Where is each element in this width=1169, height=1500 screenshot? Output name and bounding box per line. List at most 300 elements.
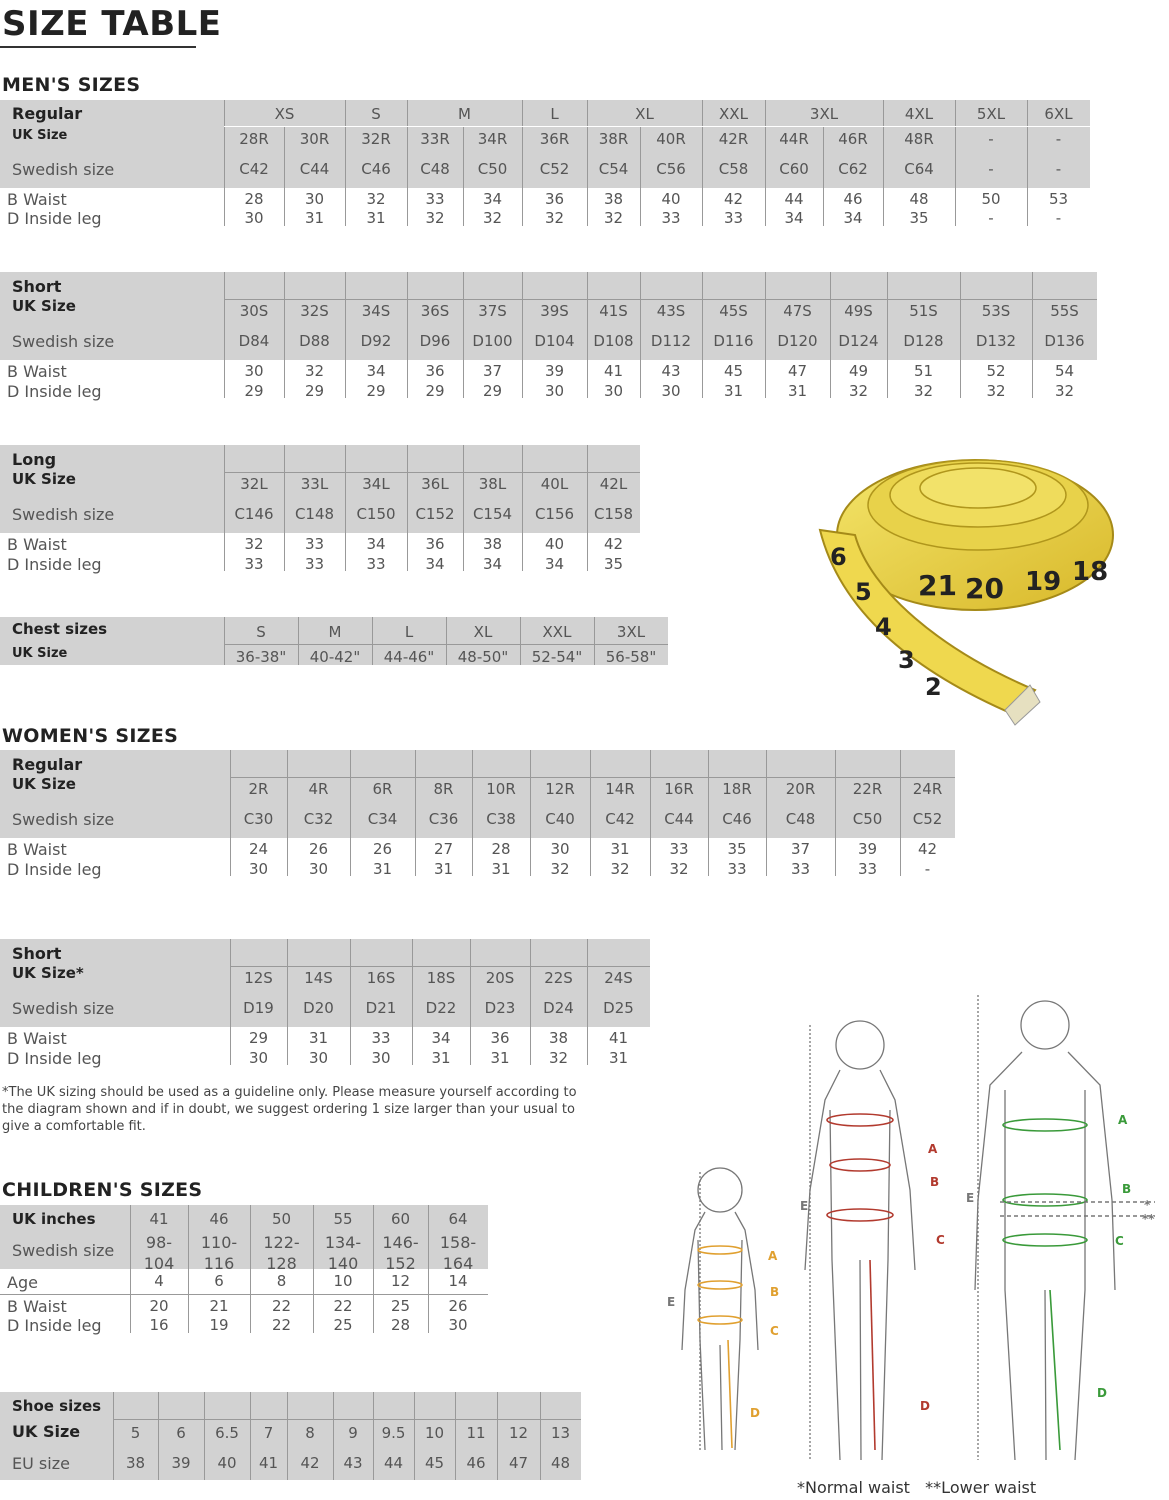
shoes-uk-cell: 10 (424, 1424, 445, 1442)
womens-regular-leg-cell: 33 (790, 860, 811, 878)
womens-regular-uk-cell: 18R (722, 780, 752, 798)
mens-long-leg-cell: 33 (366, 555, 386, 573)
page-title: SIZE TABLE (2, 4, 222, 44)
measuring-tape-illustration (800, 440, 1120, 740)
children-waist-cell: 25 (390, 1297, 411, 1315)
shoes-uk-label: UK Size (12, 1422, 81, 1441)
mens-regular-swe-cell: C64 (904, 160, 934, 178)
mens-regular-waist-cell: 42 (723, 190, 744, 208)
mens-long-leg-cell: 34 (425, 555, 445, 573)
mens-short-uk-cell: 39S (540, 302, 569, 320)
womens-regular-leg-label: D Inside leg (7, 860, 102, 879)
mens-long-leg-cell: 33 (304, 555, 325, 573)
womens-regular-leg-cell: 32 (610, 860, 630, 878)
shoes-uk-cell: 13 (550, 1424, 571, 1442)
tape-number: 3 (898, 646, 915, 674)
children-waist-cell: 20 (149, 1297, 169, 1315)
mens-regular-uk-cell: 46R (838, 130, 868, 148)
mens-short-leg-cell: 29 (425, 382, 445, 400)
womens-regular-waist-cell: 28 (491, 840, 511, 858)
children-uk-label: UK inches (12, 1210, 96, 1228)
womens-regular-uk-cell: 8R (433, 780, 454, 798)
mens-regular-swe-cell: C48 (420, 160, 450, 178)
mens-regular-uk-cell: - (1055, 130, 1062, 148)
womens-short-swe-cell: D22 (425, 999, 457, 1017)
womens-regular-leg-cell: 32 (550, 860, 570, 878)
mens-short-swe-cell: D84 (238, 332, 270, 350)
womens-regular-uk-cell: 20R (785, 780, 816, 798)
womens-regular-uk-cell: 14R (605, 780, 635, 798)
mens-short-leg-cell: 30 (544, 382, 565, 400)
mens-short-uk-cell: 32S (300, 302, 329, 320)
shoes-eu-cell: 45 (424, 1454, 445, 1472)
chest-value-cell: 48-50" (457, 648, 509, 666)
chest-size-cell: L (404, 623, 414, 641)
chest-size-cell: XL (473, 623, 493, 641)
label-d: D (920, 1399, 930, 1413)
shoes-uk-cell: 9.5 (381, 1424, 406, 1442)
mens-short-leg-cell: 31 (723, 382, 744, 400)
mens-regular-swe-cell: C42 (239, 160, 269, 178)
shoes-eu-cell: 38 (125, 1454, 146, 1472)
tape-number: 21 (918, 569, 957, 602)
shoes-eu-cell: 47 (508, 1454, 529, 1472)
mens-short-uk-cell: 45S (719, 302, 748, 320)
shoes-eu-cell: 39 (171, 1454, 191, 1472)
children-uk-cell: 55 (333, 1210, 353, 1228)
womens-short-swe-cell: D19 (243, 999, 274, 1017)
mens-long-leg-cell: 34 (482, 555, 503, 573)
womens-short-swe-cell: D24 (543, 999, 574, 1017)
mens-regular-swe-cell: C56 (656, 160, 686, 178)
label-b: B (770, 1285, 780, 1299)
mens-long-waist-cell: 36 (425, 535, 445, 553)
womens-short-leg-cell: 30 (371, 1049, 391, 1067)
mens-short-uk-cell: 36S (420, 302, 450, 320)
womens-short-leg-cell: 32 (548, 1049, 569, 1067)
children-leg-cell: 28 (390, 1316, 411, 1334)
mens-short-leg-cell: 29 (244, 382, 264, 400)
mens-regular-waist-cell: 28 (244, 190, 264, 208)
mens-regular-size-group: XL (635, 105, 654, 123)
mens-long-swe-cell: C152 (415, 505, 455, 523)
womens-short-uk-cell: 12S (244, 969, 273, 987)
womens-regular-leg-cell: 32 (669, 860, 689, 878)
tape-number: 20 (965, 572, 1004, 605)
mens-long-waist-cell: 38 (482, 535, 503, 553)
mens-short-leg-cell: 31 (787, 382, 808, 400)
mens-regular-waist-cell: 40 (661, 190, 681, 208)
mens-regular-swe-cell: C46 (361, 160, 391, 178)
womens-regular-header-rule (230, 777, 955, 778)
mens-regular-swe-cell: C62 (838, 160, 868, 178)
children-swe-cell: 122- 128 (263, 1233, 300, 1273)
womens-regular-swe-cell: C30 (243, 810, 274, 828)
mens-regular-size-group: XS (274, 105, 295, 123)
mens-short-swe-cell: D108 (593, 332, 634, 350)
woman-chest-measure (827, 1114, 893, 1126)
children-age-cell: 8 (276, 1272, 287, 1290)
mens-long-label: Long (12, 450, 57, 469)
children-age-label: Age (7, 1273, 38, 1292)
children-leg-cell: 25 (333, 1316, 353, 1334)
womens-regular-uk-cell: 10R (486, 780, 516, 798)
children-leg-cell: 16 (149, 1316, 169, 1334)
mens-short-leg-cell: 29 (366, 382, 386, 400)
mens-regular-uk-cell: - (988, 130, 994, 148)
chest-value-cell: 36-38" (235, 648, 287, 666)
mens-regular-leg-cell: 32 (425, 209, 445, 227)
uk-sizing-note: *The UK sizing should be used as a guideline only. Please measure yourself according to the diagram shown and if in doubt, we suggest ordering 1 size larger than your usual to give a comfortable fit. (2, 1085, 577, 1134)
tape-number: 18 (1072, 557, 1109, 587)
mens-short-swe-cell: D112 (650, 332, 692, 350)
mens-regular-uk-cell: 38R (598, 130, 629, 148)
children-waist-label: B Waist (7, 1297, 67, 1316)
mens-regular-swe-cell: C54 (598, 160, 629, 178)
womens-regular-waist-cell: 35 (727, 840, 747, 858)
mens-regular-size-group: S (371, 105, 381, 123)
mens-long-uk-cell: 42L (599, 475, 628, 493)
mens-short-waist-cell: 45 (723, 362, 744, 380)
mens-long-waist-cell: 42 (603, 535, 624, 553)
children-leg-cell: 19 (209, 1316, 229, 1334)
child-figure (682, 1168, 758, 1450)
mens-short-leg-cell: 30 (661, 382, 681, 400)
man-waist-measure (1003, 1194, 1087, 1206)
womens-short-swe-cell: D23 (484, 999, 516, 1017)
mens-short-swe-cell: D100 (472, 332, 513, 350)
mens-short-waist-cell: 41 (603, 362, 624, 380)
man-inseam-measure (1050, 1290, 1060, 1450)
mens-regular-swe-cell: - (988, 160, 994, 178)
mens-regular-waist-cell: 53 (1048, 190, 1069, 208)
child-inseam-measure (728, 1340, 732, 1448)
man-chest-measure (1003, 1119, 1087, 1131)
mens-short-swe-cell: D132 (975, 332, 1017, 350)
tape-number: 19 (1025, 567, 1062, 597)
shoes-eu-cell: 40 (217, 1454, 237, 1472)
womens-regular-leg-cell: 33 (857, 860, 878, 878)
womens-regular-waist-cell: 26 (308, 840, 329, 858)
womens-regular-leg-cell: 30 (308, 860, 329, 878)
womens-regular-waist-cell: 31 (610, 840, 630, 858)
mens-short-uk-cell: 41S (599, 302, 628, 320)
womens-short-swe-cell: D21 (365, 999, 397, 1017)
mens-regular-size-group: M (458, 105, 471, 123)
shoes-uk-cell: 6.5 (215, 1424, 239, 1442)
womens-short-waist-cell: 31 (308, 1029, 329, 1047)
chest-value-cell: 40-42" (309, 648, 361, 666)
child-chest-measure (698, 1246, 742, 1254)
mens-short-waist-cell: 30 (244, 362, 264, 380)
mens-regular-leg-cell: 34 (843, 209, 863, 227)
mens-short-header-rule (224, 299, 1097, 300)
label-c: C (936, 1233, 945, 1247)
womens-regular-uk-cell: 22R (852, 780, 883, 798)
womens-short-waist-cell: 29 (248, 1029, 269, 1047)
label-c: C (770, 1324, 779, 1338)
shoes-eu-cell: 41 (258, 1454, 279, 1472)
woman-hip-measure (827, 1209, 893, 1221)
chest-value-cell: 44-46" (383, 648, 435, 666)
children-age-rule (0, 1294, 488, 1295)
children-swe-label: Swedish size (12, 1241, 115, 1260)
mens-regular-size-group: 5XL (976, 105, 1006, 123)
children-uk-cell: 46 (209, 1210, 229, 1228)
mens-short-swe-cell: D124 (838, 332, 879, 350)
womens-short-leg-cell: 31 (608, 1049, 629, 1067)
children-age-cell: 12 (390, 1272, 411, 1290)
mens-regular-leg-cell: 31 (304, 209, 325, 227)
chest-size-cell: XXL (542, 623, 572, 641)
shoes-uk-cell: 11 (466, 1424, 486, 1442)
star-label: * (1144, 1198, 1151, 1212)
womens-short-leg-label: D Inside leg (7, 1049, 102, 1068)
mens-regular-leg-cell: 33 (661, 209, 681, 227)
mens-long-leg-cell: 33 (244, 555, 264, 573)
waist-legend: *Normal waist **Lower waist (797, 1478, 1037, 1497)
womens-regular-uk-cell: 16R (664, 780, 694, 798)
womens-regular-waist-label: B Waist (7, 840, 67, 859)
womens-short-waist-cell: 33 (371, 1029, 391, 1047)
mens-regular-swe-cell: C52 (539, 160, 570, 178)
mens-regular-size-group: 3XL (809, 105, 839, 123)
chest-value-cell: 56-58" (605, 648, 657, 666)
label-e: E (800, 1199, 809, 1213)
womens-short-swe-cell: D20 (303, 999, 334, 1017)
mens-long-swe-cell: C148 (294, 505, 335, 523)
womens-short-uk-cell: 14S (304, 969, 333, 987)
tape-number: 2 (925, 673, 942, 701)
children-leg-cell: 30 (448, 1316, 468, 1334)
womens-regular-leg-cell: 31 (491, 860, 511, 878)
mens-regular-leg-cell: 32 (603, 209, 624, 227)
womens-regular-swe-cell: C46 (722, 810, 752, 828)
mens-regular-uk-cell: 32R (361, 130, 391, 148)
mens-short-waist-cell: 34 (366, 362, 386, 380)
mens-short-waist-label: B Waist (7, 362, 67, 381)
mens-short-waist-cell: 43 (661, 362, 681, 380)
womens-regular-swe-cell: C50 (852, 810, 883, 828)
mens-regular-leg-cell: 33 (723, 209, 744, 227)
mens-regular-swe-cell: C60 (779, 160, 809, 178)
man-hip-measure (1003, 1234, 1087, 1246)
mens-long-uk-cell: 38L (478, 475, 507, 493)
mens-short-uk-cell: 47S (783, 302, 812, 320)
shoes-eu-label: EU size (12, 1454, 70, 1473)
mens-regular-label: Regular (12, 104, 83, 123)
mens-regular-leg-cell: 32 (482, 209, 503, 227)
womens-regular-waist-cell: 42 (917, 840, 938, 858)
children-waist-cell: 21 (209, 1297, 229, 1315)
mens-regular-waist-cell: 30 (304, 190, 325, 208)
womens-regular-leg-cell: 30 (248, 860, 269, 878)
mens-regular-uk-cell: 44R (779, 130, 809, 148)
shoes-eu-cell: 46 (466, 1454, 486, 1472)
woman-inseam-measure (870, 1260, 875, 1450)
womens-short-uk-cell: 16S (366, 969, 396, 987)
mens-short-waist-cell: 52 (986, 362, 1006, 380)
mens-short-uk-cell: 49S (844, 302, 873, 320)
mens-regular-size-group: 6XL (1044, 105, 1073, 123)
children-uk-cell: 41 (149, 1210, 169, 1228)
chest-uk-label: UK Size (12, 646, 68, 661)
womens-regular-leg-cell: 31 (433, 860, 454, 878)
mens-short-waist-cell: 49 (848, 362, 869, 380)
label-e: E (667, 1295, 676, 1309)
children-swe-cell: 158- 164 (439, 1233, 477, 1273)
mens-short-waist-cell: 54 (1054, 362, 1075, 380)
tape-number: 6 (830, 543, 847, 571)
womens-short-waist-cell: 36 (490, 1029, 510, 1047)
mens-regular-leg-cell: 30 (244, 209, 264, 227)
mens-regular-size-group: XXL (719, 105, 748, 123)
mens-short-waist-cell: 39 (544, 362, 565, 380)
mens-long-uk-cell: 36L (421, 475, 449, 493)
womens-section-title: WOMEN'S SIZES (2, 725, 179, 747)
mens-regular-swe-cell: C50 (477, 160, 508, 178)
shoes-header-rule (113, 1419, 581, 1420)
womens-regular-swe-label: Swedish size (12, 810, 115, 829)
mens-short-uk-cell: 37S (478, 302, 507, 320)
mens-regular-leg-cell: 34 (784, 209, 804, 227)
mens-long-waist-cell: 33 (304, 535, 325, 553)
womens-regular-waist-cell: 24 (248, 840, 269, 858)
mens-short-swe-cell: D96 (419, 332, 451, 350)
womens-regular-swe-cell: C32 (303, 810, 334, 828)
mens-long-uk-cell: 40L (540, 475, 569, 493)
mens-short-waist-cell: 37 (482, 362, 503, 380)
womens-short-leg-cell: 30 (248, 1049, 269, 1067)
man-figure (975, 995, 1115, 1460)
label-b: B (930, 1175, 940, 1189)
mens-short-uk-cell: 51S (909, 302, 938, 320)
mens-regular-swe-cell: C44 (299, 160, 330, 178)
children-uk-cell: 64 (448, 1210, 468, 1228)
mens-regular-swe-label: Swedish size (12, 160, 115, 179)
mens-short-swe-label: Swedish size (12, 332, 115, 351)
womens-regular-swe-cell: C40 (545, 810, 575, 828)
chest-size-cell: 3XL (616, 623, 646, 641)
children-uk-cell: 50 (271, 1210, 292, 1228)
womens-regular-swe-cell: C52 (912, 810, 943, 828)
mens-short-swe-cell: D92 (360, 332, 392, 350)
title-underline (0, 46, 196, 48)
mens-regular-size-group: 4XL (904, 105, 934, 123)
mens-short-leg-cell: 29 (304, 382, 325, 400)
mens-regular-waist-cell: 36 (544, 190, 565, 208)
woman-figure (805, 1021, 915, 1460)
mens-short-uk-cell: 55S (1050, 302, 1079, 320)
womens-short-swe-label: Swedish size (12, 999, 115, 1018)
shoes-uk-cell: 6 (176, 1424, 186, 1442)
mens-regular-uk-cell: 48R (904, 130, 934, 148)
womens-short-header-rule (230, 966, 650, 967)
mens-regular-uk-cell: 42R (718, 130, 749, 148)
label-d: D (750, 1406, 760, 1420)
mens-section-title: MEN'S SIZES (2, 74, 141, 96)
womens-regular-waist-cell: 26 (372, 840, 393, 858)
shoes-uk-cell: 9 (348, 1424, 358, 1442)
womens-regular-leg-cell: 33 (727, 860, 747, 878)
mens-short-waist-cell: 36 (425, 362, 445, 380)
shoes-eu-cell: 42 (300, 1454, 320, 1472)
label-c: C (1115, 1234, 1124, 1248)
womens-short-leg-cell: 31 (490, 1049, 510, 1067)
children-waist-cell: 22 (271, 1297, 292, 1315)
label-b: B (1122, 1182, 1132, 1196)
womens-short-waist-cell: 41 (608, 1029, 629, 1047)
mens-long-swe-cell: C146 (234, 505, 274, 523)
tape-number: 4 (875, 613, 892, 641)
womens-regular-swe-cell: C48 (785, 810, 816, 828)
label-a: A (1118, 1113, 1128, 1127)
mens-long-uk-cell: 32L (240, 475, 268, 493)
womens-regular-swe-cell: C38 (486, 810, 516, 828)
shoes-uk-cell: 8 (305, 1424, 315, 1442)
mens-short-uk-label: UK Size (12, 297, 76, 315)
mens-short-uk-cell: 43S (656, 302, 686, 320)
womens-regular-uk-cell: 12R (545, 780, 575, 798)
children-age-cell: 10 (333, 1272, 353, 1290)
mens-regular-uk-cell: 36R (539, 130, 570, 148)
mens-regular-uk-cell: 30R (299, 130, 330, 148)
mens-regular-waist-cell: 32 (366, 190, 386, 208)
womens-short-uk-cell: 22S (544, 969, 573, 987)
label-d: D (1097, 1386, 1107, 1400)
mens-long-swe-cell: C156 (534, 505, 575, 523)
mens-long-uk-cell: 33L (300, 475, 329, 493)
mens-regular-uk-cell: 33R (420, 130, 450, 148)
mens-short-leg-cell: 30 (603, 382, 624, 400)
children-waist-cell: 22 (333, 1297, 353, 1315)
mens-regular-uk-cell: 28R (239, 130, 269, 148)
mens-regular-size-group: L (550, 105, 559, 123)
mens-short-leg-cell: 32 (1054, 382, 1075, 400)
mens-short-uk-cell: 53S (981, 302, 1011, 320)
tape-inner-ring-3 (920, 468, 1036, 508)
womens-short-uk-cell: 18S (426, 969, 456, 987)
children-swe-cell: 146- 152 (382, 1233, 419, 1273)
children-swe-cell: 110- 116 (200, 1233, 238, 1273)
womens-short-uk-label: UK Size* (12, 964, 84, 982)
mens-long-waist-cell: 40 (544, 535, 565, 553)
shoes-eu-cell: 43 (343, 1454, 363, 1472)
children-leg-cell: 22 (271, 1316, 292, 1334)
mens-regular-uk-cell: 34R (477, 130, 508, 148)
mens-regular-waist-cell: 46 (843, 190, 863, 208)
mens-regular-uk-cell: 40R (656, 130, 686, 148)
mens-regular-waist-cell: 34 (482, 190, 503, 208)
mens-regular-waist-cell: 44 (784, 190, 804, 208)
mens-regular-waist-cell: 33 (425, 190, 445, 208)
mens-short-leg-cell: 29 (482, 382, 503, 400)
womens-regular-swe-cell: C44 (664, 810, 694, 828)
mens-regular-group-rule (224, 126, 1090, 127)
mens-regular-swe-cell: C58 (718, 160, 749, 178)
body-measurement-diagram (660, 990, 1165, 1470)
womens-short-waist-cell: 38 (548, 1029, 569, 1047)
shoes-uk-cell: 12 (508, 1424, 529, 1442)
womens-short-leg-cell: 31 (431, 1049, 451, 1067)
mens-regular-waist-cell: 50 (981, 190, 1001, 208)
womens-regular-waist-cell: 33 (669, 840, 689, 858)
mens-short-leg-label: D Inside leg (7, 382, 102, 401)
mens-short-uk-cell: 34S (361, 302, 391, 320)
womens-regular-swe-cell: C36 (428, 810, 459, 828)
mens-regular-waist-label: B Waist (7, 190, 67, 209)
womens-regular-leg-cell: 31 (372, 860, 393, 878)
